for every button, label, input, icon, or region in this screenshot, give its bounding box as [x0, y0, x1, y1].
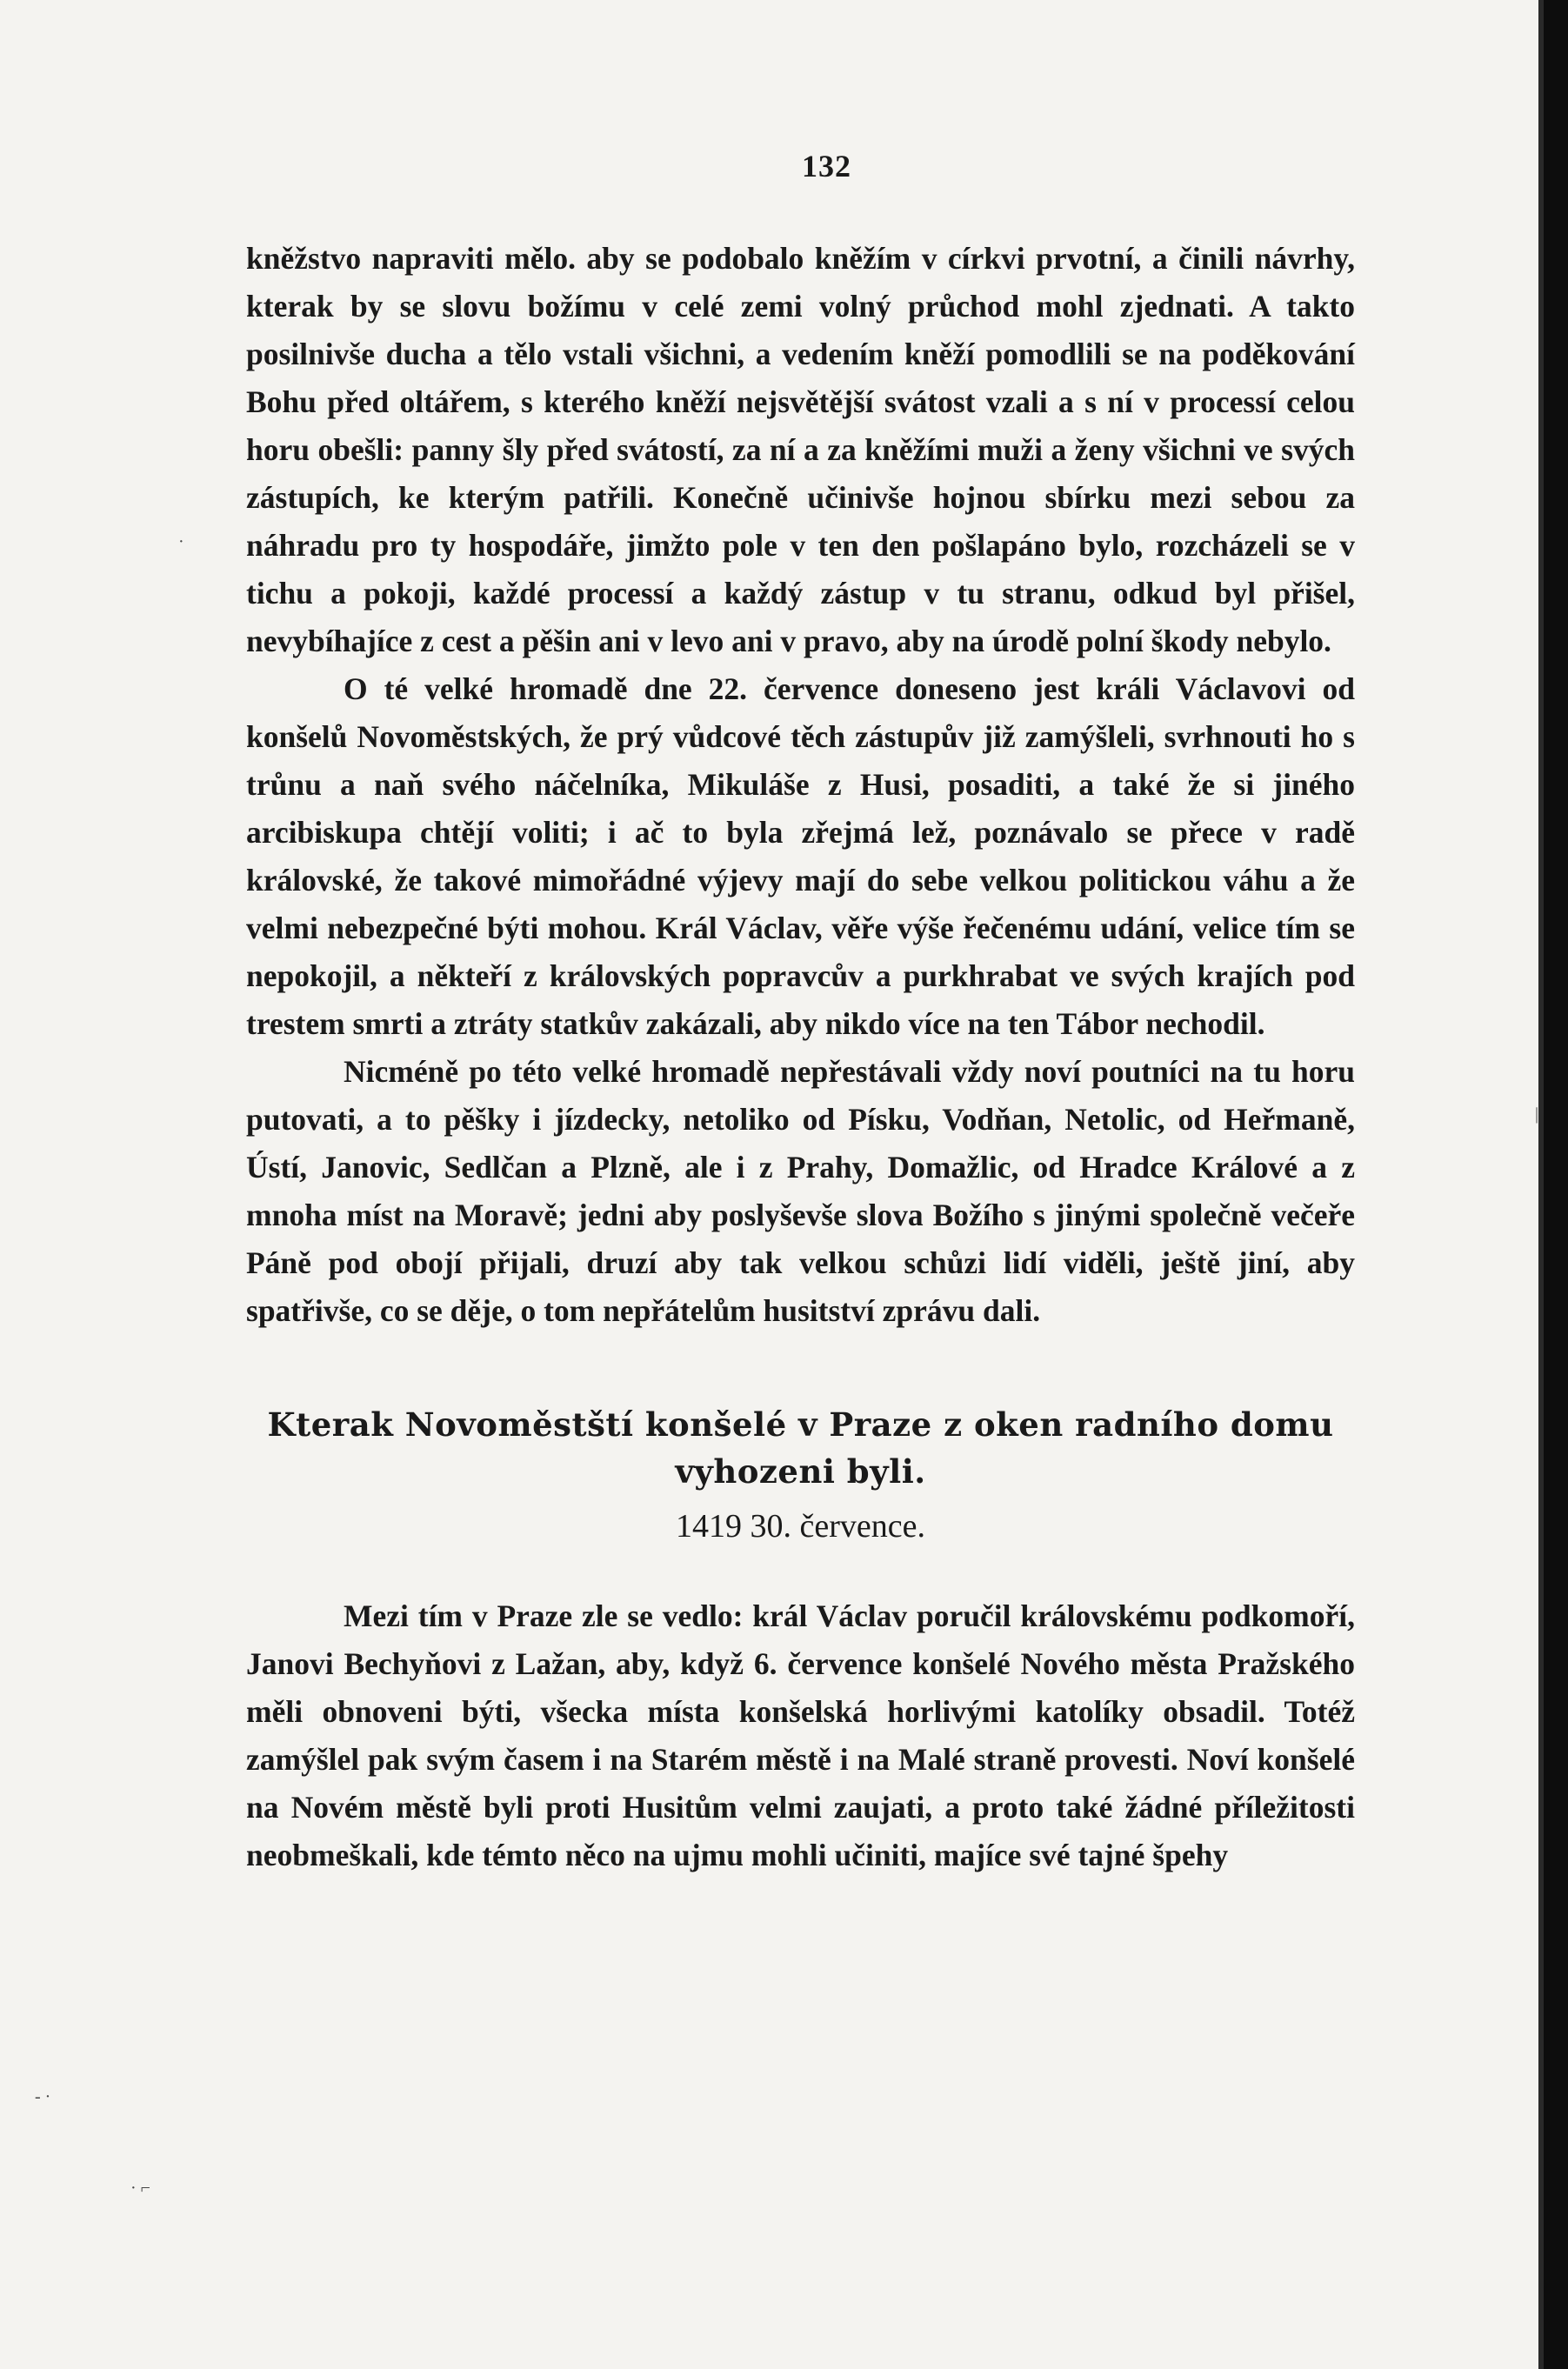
- section-heading: Kterak Novoměstští konšelé v Praze z oken radního domu vyhozeni byli.: [267, 1405, 1334, 1491]
- paragraph-continuation: kněžstvo napraviti mělo. aby se podobalo kněžím v církvi prvotní, a činili návrhy, kterak by se slovu božímu v celé zemi volný průchod mohl zjednati. A takto posilnivše ducha a tělo vstali všichni, a vedením kněží pomodlili se na poděkování Bohu před oltářem, s kterého kněží nejsvětější svátost vzali a s ní v processí celou horu obešli: panny šly před svátostí, za ní a za kněžími muži a ženy všichni ve svých zástupích, ke kterým patřili. Konečně učinivše hojnou sbírku mezi sebou za náhradu pro ty hospodáře, jimžto pole v ten den pošlapáno bylo, rozcházeli se v tichu a pokoji, každé processí a každý zástup v tu stranu, odkud byl přišel, nevybíhajíce z cest a pěšin ani v levo ani v pravo, aby na úrodě polní škody nebylo.: [246, 241, 1355, 658]
- paragraph-poutnici: Nicméně po této velké hromadě nepřestávali vždy noví poutníci na tu horu putovati, a to pěšky i jízdecky, netoliko od Písku, Vodňan, Netolic, od Heřmaně, Ústí, Janovic, Sedlčan a Plzně, ale i z Prahy, Domažlic, od Hradce Králové a z mnoha míst na Moravě; jedni aby poslyševše slova Božího s jinými společně večeře Páně pod obojí přijali, druzí aby tak velkou schůzi lidí viděli, ještě jiní, aby spatřivše, co se děje, o tom nepřátelům husitství zprávu dali.: [246, 1054, 1355, 1328]
- page-number: 132: [802, 149, 851, 184]
- section-date: 1419 30. července.: [676, 1508, 925, 1545]
- scan-speck: |: [1535, 1104, 1539, 1124]
- book-page: [246, 148, 1355, 1879]
- scan-speck: · ⌐: [130, 2179, 150, 2198]
- paragraph-section-start: Mezi tím v Praze zle se vedlo: král Václav poručil královskému podkomoří, Janovi Bechyňovi z Lažan, aby, když 6. července konšelé Nového města Pražského měli obnoveni býti, všecka místa konšelská horlivými katolíky obsadil. Totéž zamýšlel pak svým časem i na Starém městě i na Malé straně provesti. Noví konšelé na Novém městě byli proti Husitům velmi zaujati, a proto také žádné příležitosti neobmeškali, kde témto něco na ujmu mohli učiniti, majíce své tajné špehy: [246, 1598, 1355, 1872]
- page-edge-border: [1544, 0, 1568, 2369]
- scan-speck: ·: [178, 532, 184, 551]
- scan-speck: - ·: [35, 2087, 51, 2106]
- paragraph-hromada: O té velké hromadě dne 22. července doneseno jest králi Václavovi od konšelů Novoměstských, že prý vůdcové těch zástupův již zamýšleli, svrhnouti ho s trůnu a naň svého náčelníka, Mikuláše z Husi, posaditi, a také že si jiného arcibiskupa chtějí voliti; i ač to byla zřejmá lež, poznávalo se přece v radě královské, že takové mimořádné výjevy mají do sebe velkou politickou váhu a že velmi nebezpečné býti mohou. Král Václav, věře výše řečenému udání, velice tím se nepokojil, a někteří z královských popravcův a purkhrabat ve svých krajích pod trestem smrti a ztráty statkův zakázali, aby nikdo více na ten Tábor nechodil.: [246, 671, 1355, 1041]
